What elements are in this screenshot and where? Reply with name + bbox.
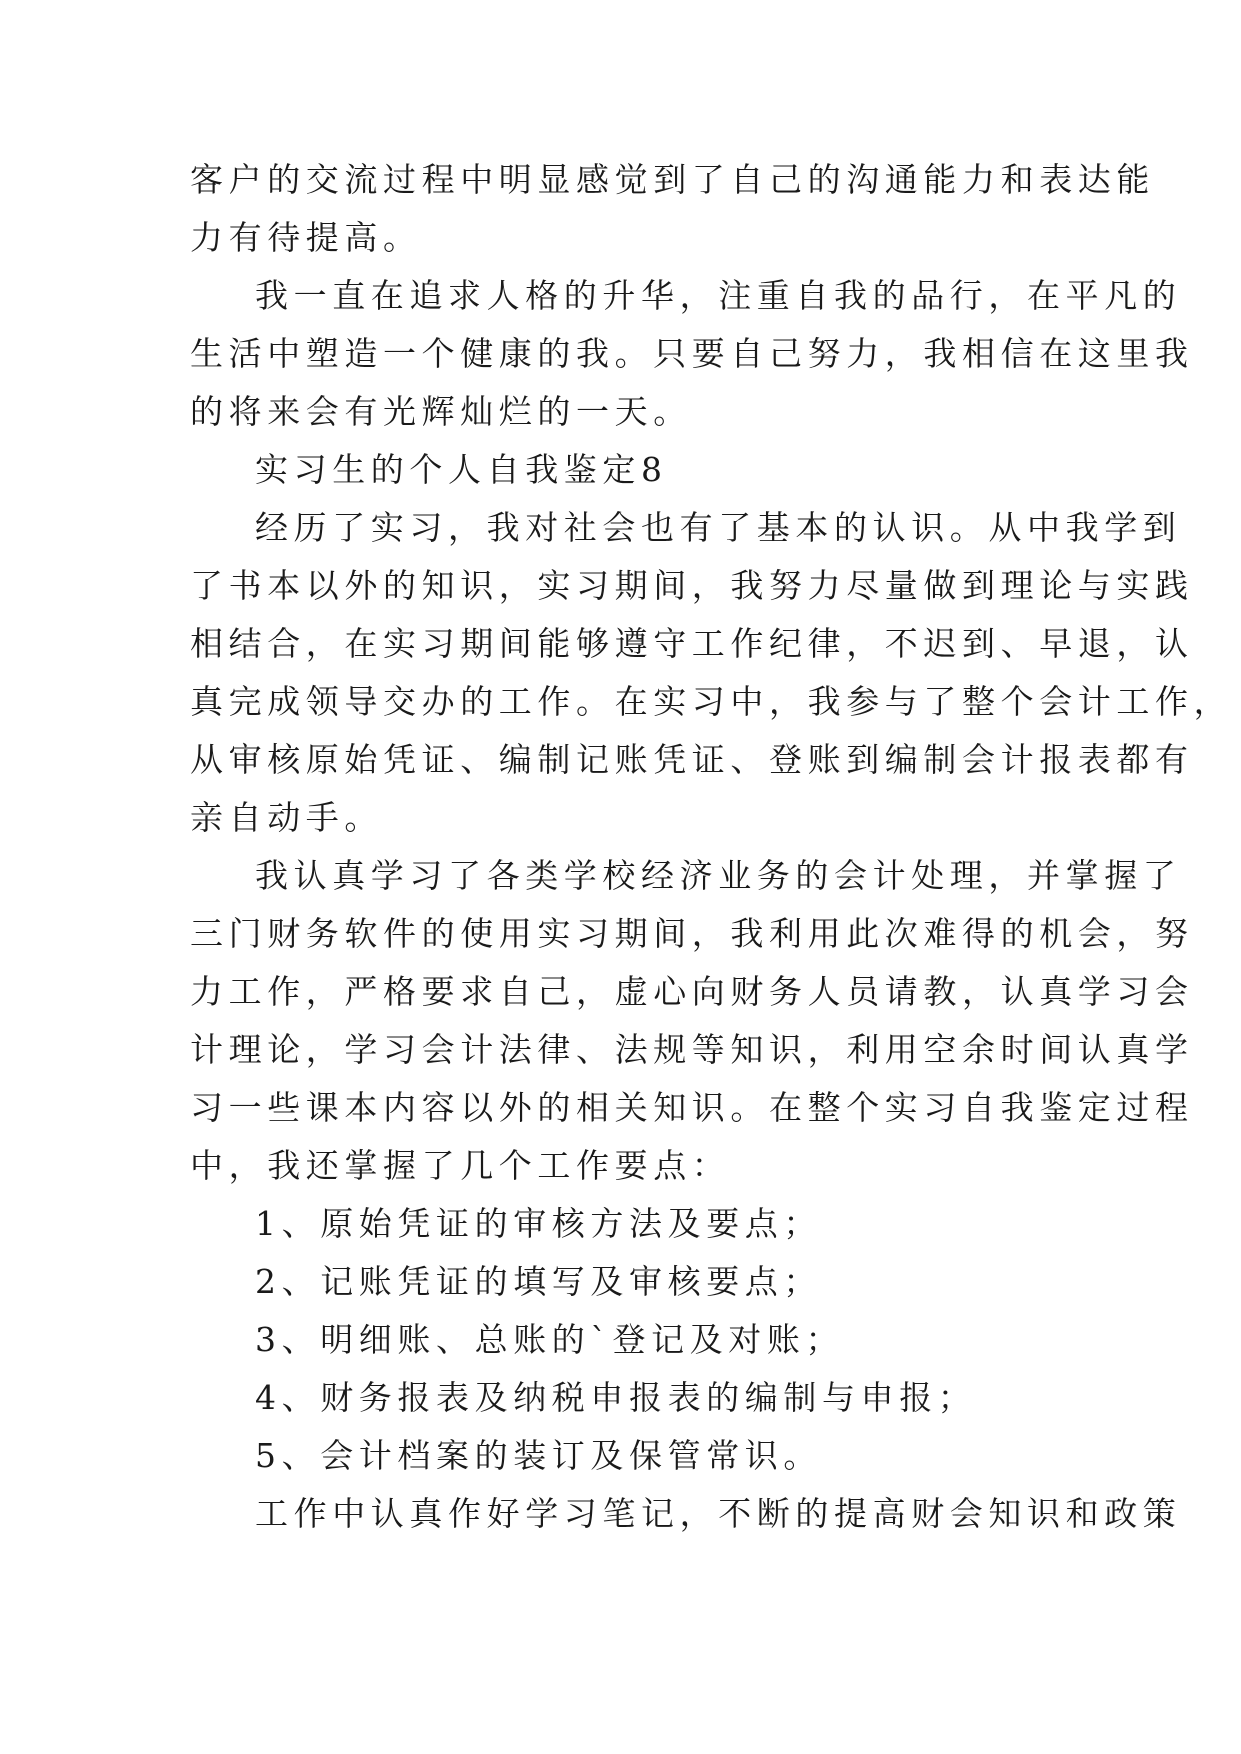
body-text-line: 的将来会有光辉灿烂的一天。 <box>190 392 692 431</box>
list-item: 1、原始凭证的审核方法及要点； <box>255 1204 822 1243</box>
body-text-line: 客户的交流过程中明显感觉到了自己的沟通能力和表达能 <box>190 160 1155 199</box>
body-text-line: 习一些课本内容以外的相关知识。在整个实习自我鉴定过程 <box>190 1088 1194 1127</box>
body-text-line: 中，我还掌握了几个工作要点： <box>190 1146 731 1185</box>
list-item: 3、明细账、总账的`登记及对账； <box>255 1320 845 1359</box>
list-item: 5、会计档案的装订及保管常识。 <box>255 1436 822 1475</box>
section-heading: 实习生的个人自我鉴定8 <box>255 450 668 489</box>
body-text-line: 经历了实习，我对社会也有了基本的认识。从中我学到 <box>255 508 1182 547</box>
body-text-line: 力工作，严格要求自己，虚心向财务人员请教，认真学习会 <box>190 972 1194 1011</box>
body-text-line: 计理论，学习会计法律、法规等知识，利用空余时间认真学 <box>190 1030 1194 1069</box>
body-text-line: 生活中塑造一个健康的我。只要自己努力，我相信在这里我 <box>190 334 1194 373</box>
body-text-line: 我一直在追求人格的升华，注重自我的品行，在平凡的 <box>255 276 1182 315</box>
body-text-line: 从审核原始凭证、编制记账凭证、登账到编制会计报表都有 <box>190 740 1194 779</box>
body-text-line: 工作中认真作好学习笔记，不断的提高财会知识和政策 <box>255 1494 1182 1533</box>
list-item: 4、财务报表及纳税申报表的编制与申报； <box>255 1378 977 1417</box>
body-text-line: 力有待提高。 <box>190 218 422 257</box>
body-text-line: 我认真学习了各类学校经济业务的会计处理，并掌握了 <box>255 856 1182 895</box>
body-text-line: 真完成领导交办的工作。在实习中，我参与了整个会计工作， <box>190 682 1233 721</box>
body-text-line: 亲自动手。 <box>190 798 383 837</box>
body-text-line: 相结合，在实习期间能够遵守工作纪律，不迟到、早退，认 <box>190 624 1194 663</box>
body-text-line: 三门财务软件的使用实习期间，我利用此次难得的机会，努 <box>190 914 1194 953</box>
list-item: 2、记账凭证的填写及审核要点； <box>255 1262 822 1301</box>
body-text-line: 了书本以外的知识，实习期间，我努力尽量做到理论与实践 <box>190 566 1194 605</box>
